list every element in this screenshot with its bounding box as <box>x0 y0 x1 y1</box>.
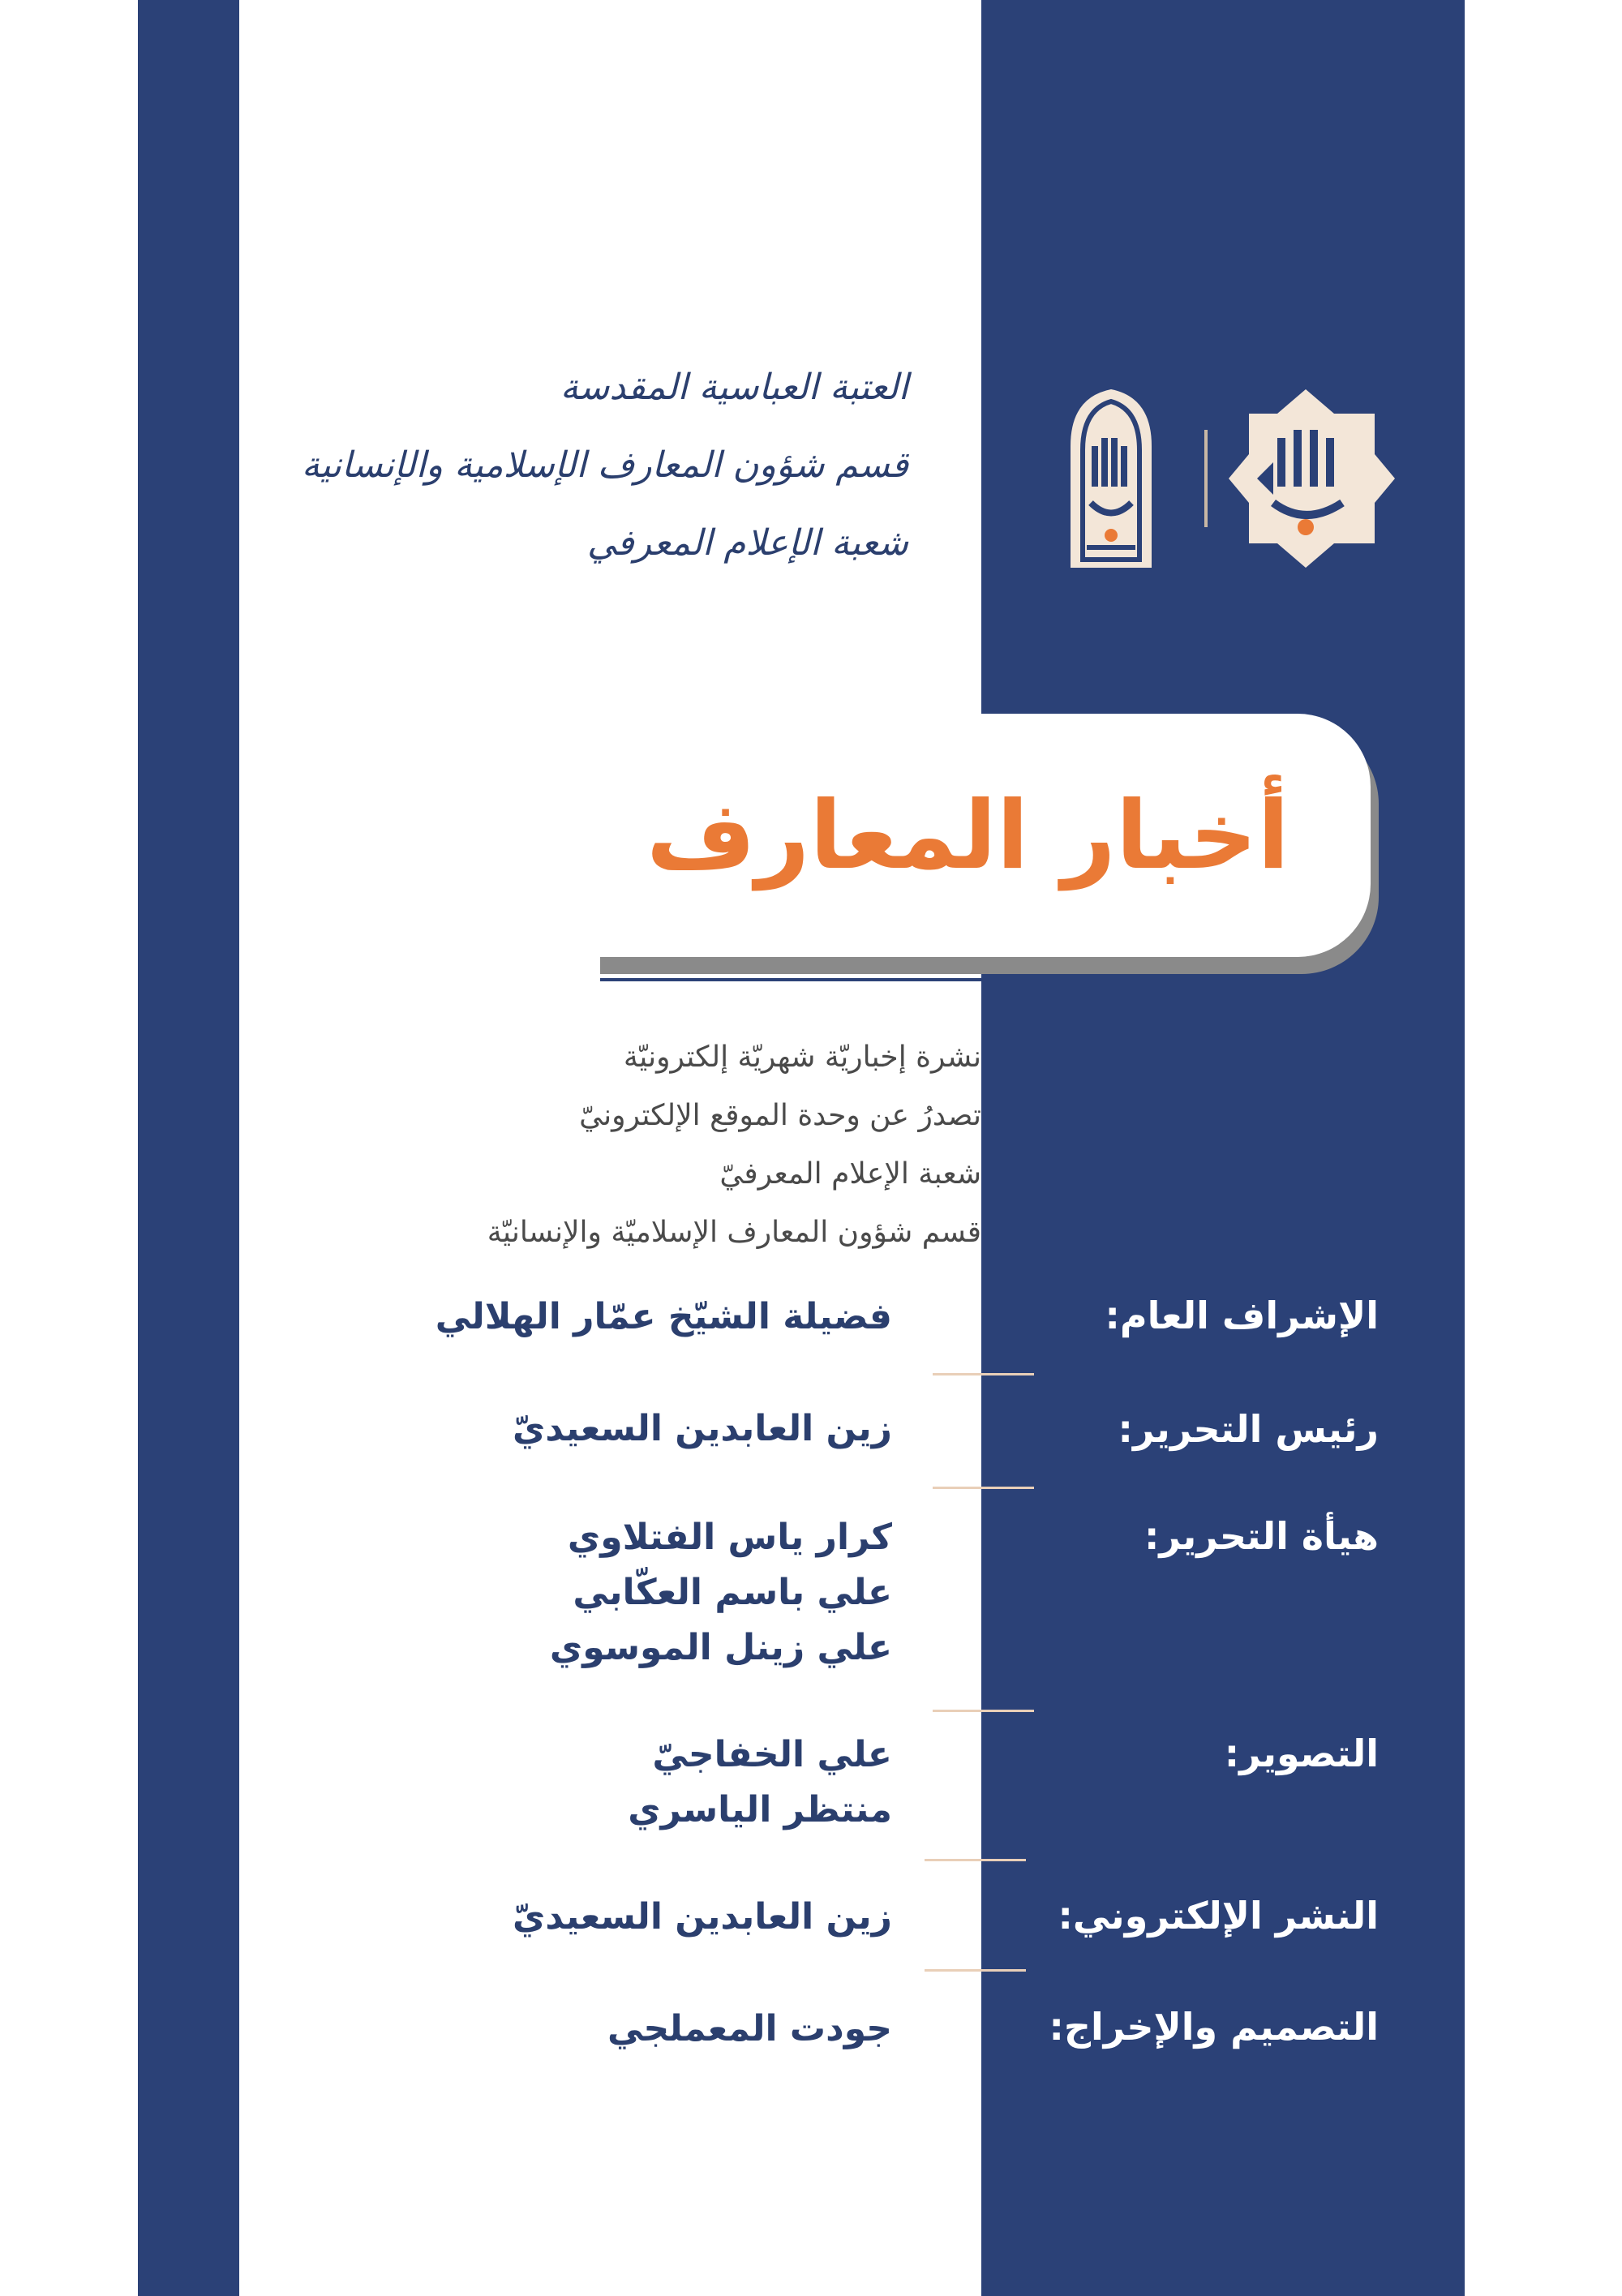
description-line-1: نشرة إخباريّة شهريّة إلكترونيّة <box>623 1041 981 1074</box>
credit-value-design-layout <box>324 2002 892 2057</box>
credit-value-editor-in-chief <box>324 1401 892 1457</box>
credit-label-design-layout: التصميم والإخراج: <box>1049 2005 1379 2049</box>
credit-name: زين العابدين السعيديّ <box>512 1896 892 1938</box>
calligraphy-line-1: العتبة العباسية المقدسة <box>560 367 908 408</box>
description-line-4: قسم شؤون المعارف الإسلاميّة والإنسانيّة <box>487 1216 981 1249</box>
calligraphy-header <box>301 349 908 592</box>
separator-line <box>925 1969 1026 1972</box>
credit-name: علي باسم العكّابي <box>573 1572 892 1613</box>
description-line-3: شعبة الإعلام المعرفيّ <box>719 1157 981 1191</box>
calligraphy-line-2: قسم شؤون المعارف الإسلامية والإنسانية <box>301 444 908 486</box>
shrine-logo-icon <box>1071 389 1152 568</box>
separator-line <box>933 1710 1034 1712</box>
credit-label-supervision: الإشراف العام: <box>1105 1294 1379 1337</box>
logos-svg <box>1054 381 1395 576</box>
credit-name: علي الخفاجيّ <box>652 1734 892 1775</box>
right-navy-band <box>981 0 1465 2296</box>
credit-name: كرار ياس الفتلاوي <box>567 1517 892 1558</box>
separator-line <box>933 1373 1034 1375</box>
credit-name: جودت المعملجي <box>607 2008 892 2049</box>
credit-label-editorial-board: هيأة التحرير: <box>1144 1514 1379 1558</box>
credit-value-supervision <box>324 1290 892 1345</box>
credit-label-editor-in-chief: رئيس التحرير: <box>1118 1407 1379 1451</box>
credit-name: زين العابدين السعيديّ <box>512 1408 892 1449</box>
credit-name: فضيلة الشيّخ عمّار الهلالي <box>435 1296 892 1337</box>
title-underline <box>600 978 981 981</box>
calligraphy-line-3: شعبة الإعلام المعرفي <box>587 522 908 564</box>
media-logo-icon <box>1229 389 1395 568</box>
page-title: أخبار المعارف <box>646 780 1289 891</box>
description-block <box>341 1028 981 1262</box>
title-card <box>600 714 1371 957</box>
credit-label-e-publishing: النشر الإلكتروني: <box>1058 1894 1379 1938</box>
credit-name: منتظر الياسري <box>628 1789 892 1830</box>
left-navy-band <box>138 0 239 2296</box>
credit-value-e-publishing <box>324 1890 892 1945</box>
description-line-2: تصدرُ عن وحدة الموقع الإلكترونيّ <box>579 1099 981 1132</box>
separator-line <box>925 1859 1026 1861</box>
credit-value-editorial-board <box>324 1510 892 1676</box>
logos-group <box>1054 381 1395 576</box>
credit-value-photography <box>324 1727 892 1838</box>
credit-name: علي زينل الموسوي <box>549 1627 892 1668</box>
separator-line <box>933 1487 1034 1489</box>
credit-label-photography: التصوير: <box>1224 1732 1379 1775</box>
